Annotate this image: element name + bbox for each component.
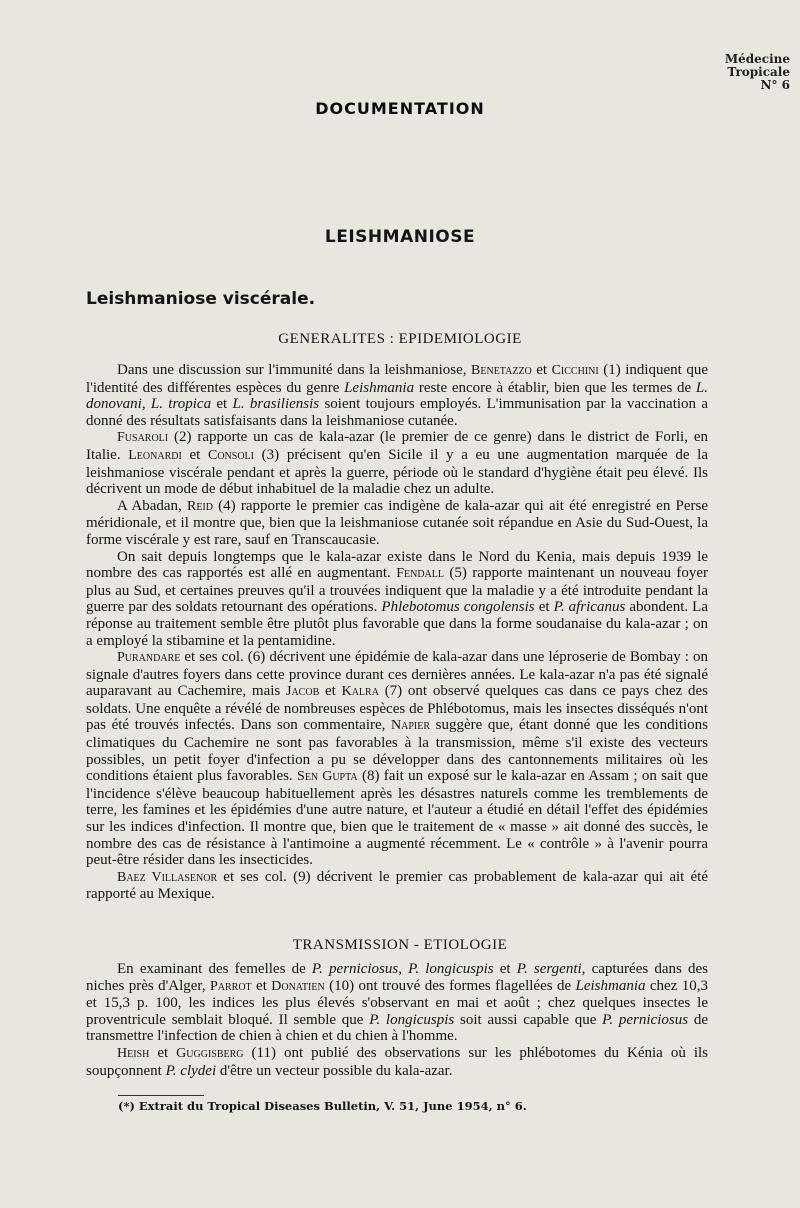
footnote: (*) Extrait du Tropical Diseases Bulletin, V. 51, June 1954, n° 6.: [118, 1099, 527, 1113]
author-name: Sen Gupta: [297, 769, 358, 785]
journal-name-line2: Tropicale: [727, 65, 790, 79]
author-name: Kalra: [341, 684, 379, 700]
paragraph-1: Dans une discussion sur l'immunité dans la leishmaniose, Benetazzo et Cicchini (1) indiquent que l'identité des différentes espèces du genre Leishmania reste encore à établir, bien que les termes de L. donovani, L. tropica et L. brasiliensis soient toujours employés. L'immunisation par la vaccination a donné des résultats satisfaisants dans la leishmaniose cutanée.: [86, 362, 709, 429]
species-name: P. perniciosus: [602, 1011, 689, 1028]
author-name: Benetazzo: [471, 363, 532, 378]
paragraph-3: A Abadan, Reid (4) rapporte le premier cas indigène de kala-azar qui ait été enregistré en Perse méridionale, et il montre que, bien que la leishmaniose cutanée soit répandue en Asie du Sud-Ouest, la forme viscérale y est rare, sauf en Transcaucasie.: [86, 497, 709, 548]
subhead-epidemiologie: GENERALITES : EPIDEMIOLOGIE: [278, 331, 522, 347]
species-name: P. africanus: [553, 599, 626, 616]
author-name: Heish: [117, 1045, 150, 1061]
author-name: Fendall: [396, 566, 444, 582]
paragraph-8: Heish et Guggisberg (11) ont publié des observations sur les phlébotomes du Kénia où ils soupçonnent P. clydei d'être un vecteur possible du kala-azar.: [86, 1044, 708, 1079]
footnote-divider: [118, 1095, 204, 1096]
epidemiology-text: [86, 362, 708, 903]
paragraph-6: Baez Villasenor et ses col. (9) décrivent le premier cas probablement de kala-azar qui ait été rapporté au Mexique.: [86, 868, 708, 903]
species-name: Leishmania: [344, 379, 415, 396]
species-name: Phlebotomus congolensis: [381, 599, 535, 616]
transmission-text: [86, 961, 708, 1079]
species-name: P. longicuspis: [369, 1011, 455, 1028]
paragraph-2: Fusaroli (2) rapporte un cas de kala-azar (le premier de ce genre) dans le district de Forli, en Italie. Leonardi et Consoli (3) précisent qu'en Sicile il y a eu une augmentation marquée de la leishmaniose viscérale pendant et après la guerre, période où le standard d'hygiène était peu élevé. Ils décrivent un mode de début inhabituel de la maladie chez un adulte.: [86, 429, 708, 498]
paragraph-7: En examinant des femelles de P. perniciosus, P. longicuspis et P. sergenti, capturées dans des niches près d'Alger, Parrot et Donatien (10) ont trouvé des formes flagellées de Leishmania chez 10,3 et 15,3 p. 100, les indices les plus élevés s'observant en mai et août ; chez quelques insectes le proventricule semblait bloqué. Il semble que P. longicuspis soit aussi capable que P. perniciosus de transmettre l'infection de chien à chien et du chien à l'homme.: [86, 961, 709, 1045]
species-name: P. sergenti,: [516, 961, 586, 977]
author-name: Jacob: [286, 684, 320, 700]
paragraph-5: Purandare et ses col. (6) décrivent une épidémie de kala-azar dans une léproserie de Bombay : on signale d'autres foyers dans cette province durant ces dernières années. Le kala-azar n'a pas été signalé auparavant au Cachemire, mais Jacob et Kalra (7) ont observé quelques cas dans ce pays chez des soldats. Une enquête a révélé de nombreuses espèces de Phlébotomus, mais les insectes disséqués n'ont pas été trouvés infectés. Dans son commentaire, Napier suggère que, étant donné que les conditions climatiques du Cachemire ne sont pas favorables à la transmission, même s'il existe des vecteurs possibles, un petit foyer d'infection a pu se développer dans des cantonnements militaires où les conditions étaient plus favorables. Sen Gupta (8) fait un exposé sur le kala-azar en Assam ; on sait que l'incidence s'élève beaucoup habituellement après les désastres naturels comme les tremblements de terre, les famines et les épidémies d'une autre nature, et l'auteur a étudié en détail l'effet des épidémies sur les indices d'infection. Il montre que, bien que le traitement de « masse » ait donné des succès, le nombre des cas de résistance à l'antimoine a augmenté récemment. Le « contrôle » à l'avenir pourra peut-être résider dans les insecticides.: [86, 649, 709, 869]
author-name: Fusaroli: [117, 430, 169, 446]
author-name: Purandare: [117, 650, 181, 666]
subhead-transmission: TRANSMISSION - ETIOLOGIE: [292, 937, 508, 953]
page-title: LEISHMANIOSE: [324, 227, 476, 247]
species-name: L. brasiliensis: [232, 396, 320, 413]
section-title: Leishmaniose viscérale.: [86, 289, 316, 309]
author-name: Baez Villasenor: [117, 869, 218, 885]
author-name: Leonardi: [128, 447, 182, 463]
paragraph-4: On sait depuis longtemps que le kala-azar existe dans le Nord du Kenia, mais depuis 1939 le nombre des cas rapportés est allé en augmentant. Fendall (5) rapporte maintenant un nouveau foyer plus au Sud, et certaines preuves qu'il a trouvées indiquent que la maladie y a été introduite pendant la guerre par des soldats retournant des opérations. Phlebotomus congolensis et P. africanus abondent. La réponse au traitement semble être plutôt plus favorable que dans la forme soudanaise du kala-azar ; on a employé la stibamine et la pentamidine.: [86, 548, 708, 649]
species-name: Leishmania: [575, 977, 646, 994]
species-name: L. donovani, L. tropica: [86, 379, 708, 413]
journal-tag: [700, 53, 790, 92]
author-name: Parrot: [209, 978, 252, 994]
author-name: Cicchini: [551, 363, 599, 378]
author-name: Reid: [186, 498, 213, 514]
author-name: Donatien: [271, 978, 325, 994]
journal-issue: N° 6: [760, 78, 790, 92]
species-name: P. clydei: [165, 1062, 217, 1079]
documentation-header: DOCUMENTATION: [315, 99, 485, 118]
species-name: P. perniciosus, P. longicuspis: [311, 961, 494, 977]
author-name: Consoli: [207, 447, 254, 463]
journal-name-line1: Médecine: [724, 52, 790, 66]
author-name: Guggisberg: [176, 1045, 244, 1061]
author-name: Napier: [391, 718, 431, 734]
